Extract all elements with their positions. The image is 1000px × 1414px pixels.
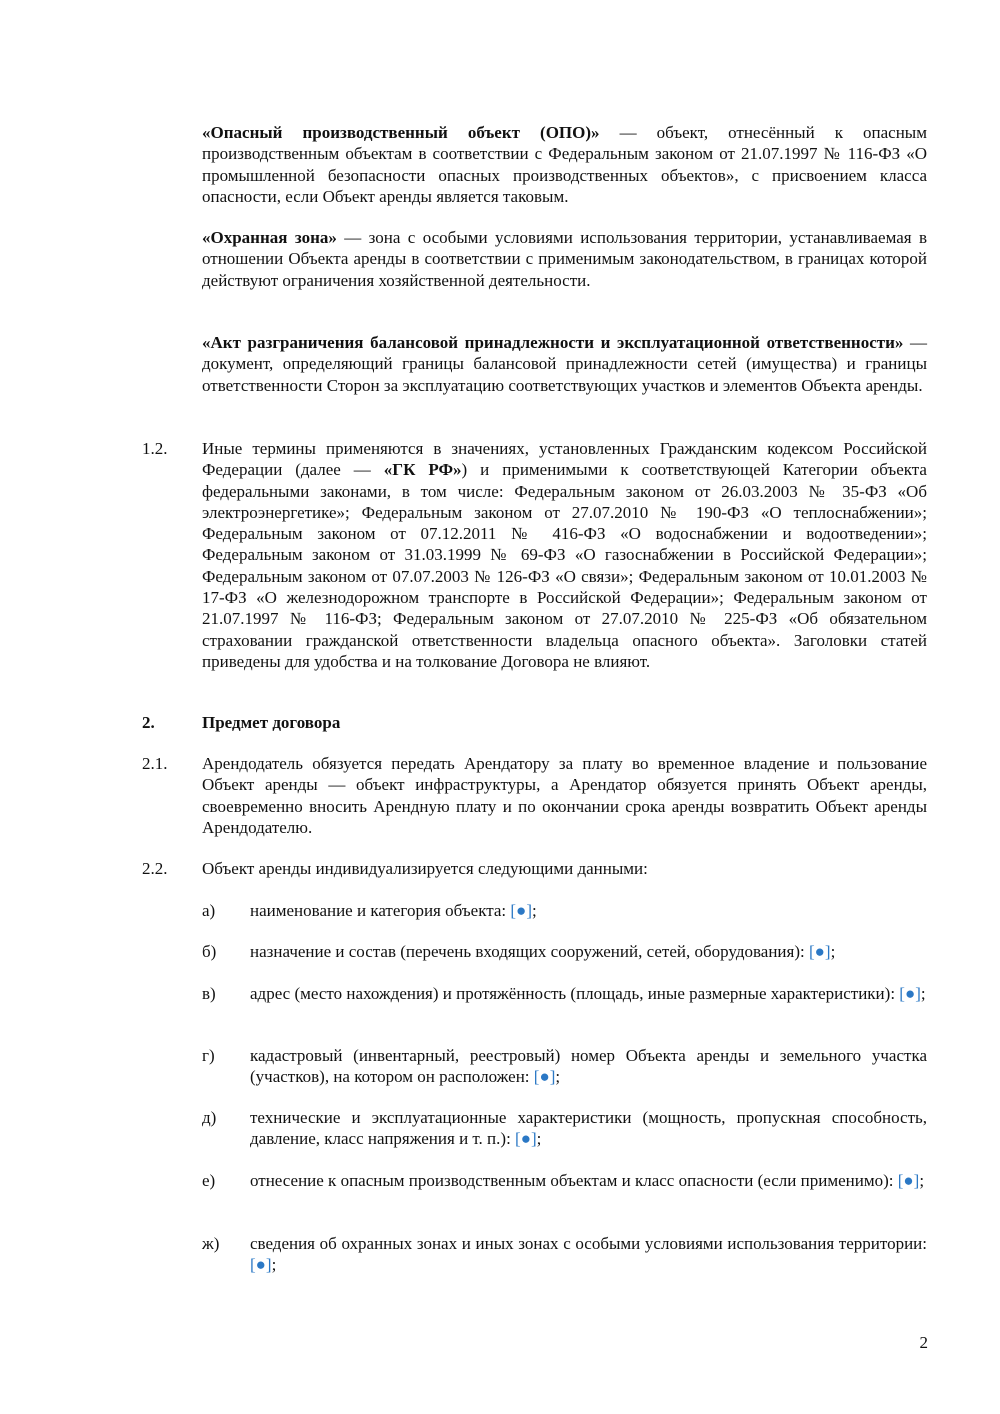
definition-term: «Охранная зона» [202,228,337,247]
item-suffix: ; [920,984,926,1003]
clause-number: 2.1. [142,754,168,773]
definition-term: «Опасный производственный объект (ОПО)» [202,123,600,142]
item-text: отнесение к опасным производственным объектам и класс опасности (если применимо): [250,1171,898,1190]
item-letter: а) [202,901,216,920]
item-text: технические и эксплуатационные характеристики (мощность, пропускная способность, давление, класс напряжения и т. п.): [250,1108,927,1149]
item-body [250,1170,927,1191]
item-letter: д) [202,1108,217,1127]
section-title: Предмет договора [202,713,341,732]
list-item-zh [202,1233,927,1276]
page-number: 2 [919,1333,928,1352]
placeholder-field[interactable]: [●] [808,942,831,961]
item-body [250,1233,927,1276]
clause-body: Объект аренды индивидуализируется следующими данными: [202,859,648,878]
definition-text: — объект, отнесённый к опасным производственным объектам в соответствии с Федеральным законом от 21.07.1997 № 116-ФЗ «О промышленной безопасности опасных производственных объектов», с присвоением класса опасности, если Объект аренды является таковым. [202,123,927,206]
clause-1-2 [142,438,927,672]
list-item-e [202,1170,927,1191]
item-body [250,1107,927,1150]
item-body [250,941,927,962]
clause-body [202,438,927,672]
placeholder-field[interactable]: [●] [897,1171,920,1190]
item-body [250,900,927,921]
list-item-v [202,983,927,1004]
item-letter: ж) [202,1234,220,1253]
definition-opo [202,122,927,207]
placeholder-field[interactable]: [●] [533,1067,556,1087]
clause-bold-term: «ГК РФ» [383,460,462,480]
section-number: 2. [142,713,155,732]
definition-balance-act [202,332,927,396]
item-suffix: ; [555,1067,561,1087]
item-suffix: ; [271,1255,277,1275]
clause-text-before: Иные термины применяются в значениях, установленных Гражданским кодексом Российской Федерации (далее — [202,439,927,480]
item-body [250,1045,927,1088]
clause-body: Арендодатель обязуется передать Арендатору за плату во временное владение и пользование Объект аренды — объект инфраструктуры, а Арендатор обязуется принять Объект аренды, своевременно вносить Арендную плату и по окончании срока аренды возвратить Объект аренды Арендодателю. [202,754,927,837]
clause-number: 2.2. [142,859,168,878]
placeholder-field[interactable]: [●] [899,984,921,1003]
item-letter: г) [202,1046,215,1065]
definition-text: — зона с особыми условиями использования территории, устанавливаемая в отношении Объекта аренды в соответствии с применимым законодательством, в границах которой действуют ограничения хозяйственной деятельности. [202,228,927,290]
clause-number: 1.2. [142,439,168,458]
item-suffix: ; [830,942,836,961]
definition-security-zone [202,227,927,291]
item-letter: б) [202,942,217,961]
clause-2-2 [142,858,927,879]
clause-text-after: ) и применимыми к соответствующей Категории объекта федеральными законами, в том числе: Федеральным законом от 26.03.2003 № 35-ФЗ «Об электроэнергетике»; Федеральным законом от 27.07.2010 № 190-ФЗ «О теплоснабжении»; Федеральным законом от 07.12.2011 № 416-ФЗ «О водоснабжении и водоотведении»; Федеральным законом от 31.03.1999 № 69-ФЗ «О газоснабжении в Российской Федерации»; Федеральным законом от 07.07.2003 № 126-ФЗ «О связи»; Федеральным законом от 10.01.2003 № 17-ФЗ «О железнодорожном транспорте в Российской Федерации»; Федеральным законом от 21.07.1997 № 116-ФЗ; Федеральным законом от 27.07.2010 № 225-ФЗ «Об обязательном страховании гражданской ответственности владельца опасного объекта». Заголовки статей приведены для удобства и на толкование Договора не влияют. [202,460,927,671]
list-item-d [202,1107,927,1150]
placeholder-field[interactable]: [●] [250,1255,272,1275]
placeholder-field[interactable]: [●] [515,1129,537,1149]
definition-term: «Акт разграничения балансовой принадлежности и эксплуатационной ответственности» [202,333,904,352]
item-letter: е) [202,1171,216,1190]
list-item-a [202,900,927,921]
item-text: назначение и состав (перечень входящих сооружений, сетей, оборудования): [250,942,809,961]
placeholder-field[interactable]: [●] [510,901,532,920]
section-heading-2 [142,712,927,733]
item-text: сведения об охранных зонах и иных зонах с особыми условиями использования территории: [250,1234,927,1253]
definition-text: — документ, определяющий границы балансовой принадлежности сетей (имущества) и границы ответственности Сторон за эксплуатацию соответствующих участков и элементов Объекта аренды. [202,333,928,395]
item-suffix: ; [531,901,537,920]
list-item-g [202,1045,927,1088]
item-suffix: ; [919,1171,925,1190]
item-letter: в) [202,984,216,1003]
clause-2-1 [142,753,927,838]
list-item-b [202,941,927,962]
item-suffix: ; [536,1129,542,1149]
item-text: кадастровый (инвентарный, реестровый) номер Объекта аренды и земельного участка (участков), на котором он расположен: [250,1046,927,1087]
item-body [250,983,927,1004]
item-text: адрес (место нахождения) и протяжённость (площадь, иные размерные характеристики): [250,984,900,1003]
item-text: наименование и категория объекта: [250,901,511,920]
